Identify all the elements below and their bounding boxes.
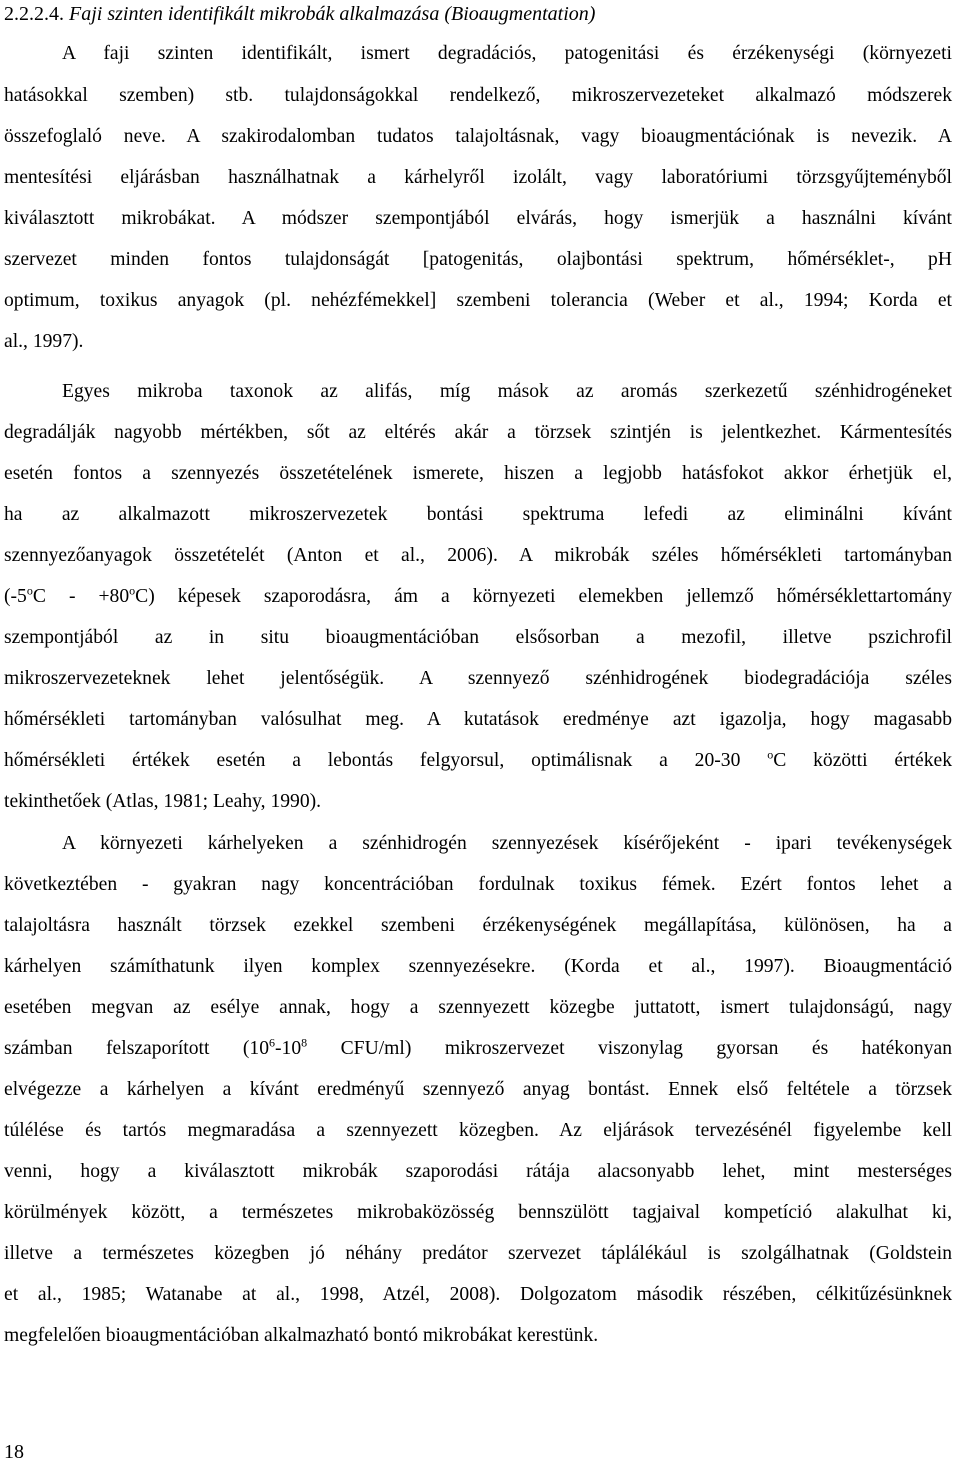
text-line: kárhelyen számíthatunk ilyen komplex szennyezésekre. (Korda et al., 1997). Bioaugmentáció <box>4 956 952 977</box>
text-line: kiválasztott mikrobákat. A módszer szempontjából elvárás, hogy ismerjük a használni kívánt <box>4 208 952 229</box>
text-line: ha az alkalmazott mikroszervezetek bontási spektruma lefedi az eliminálni kívánt <box>4 504 952 525</box>
text-line: hatásokkal szemben) stb. tulajdonságokkal rendelkező, mikroszervezeteket alkalmazó módszerek <box>4 85 952 106</box>
page-number: 18 <box>4 1441 24 1463</box>
text-line: talajoltásra használt törzsek ezekkel szembeni érzékenységének megállapítása, különösen, ha a <box>4 915 952 936</box>
text-line: degradálják nagyobb mértékben, sőt az eltérés akár a törzsek szintjén is jelentkezhet. Kármentesítés <box>4 422 952 443</box>
text-line: mentesítési eljárásban használhatnak a kárhelyről izolált, vagy laboratóriumi törzsgyűjteményből <box>4 167 952 188</box>
section-number: 2.2.2.4. <box>4 3 64 25</box>
text-line: optimum, toxikus anyagok (pl. nehézfémekkel] szembeni tolerancia (Weber et al., 1994; Korda et <box>4 290 952 311</box>
text-line-with-superscripts: $(-5^oC - +80^oC)$ képesek szaporodásra, ám a környezeti elemekben jellemző hőmérséklettartomány <box>4 583 952 607</box>
text-line: illetve a természetes közegben jó néhány predátor szervezet táplálékául is szolgálhatnak (Goldstein <box>4 1243 952 1264</box>
superscript: o <box>129 583 136 598</box>
text-line-with-superscripts: hőmérsékleti értékek esetén a lebontás felgyorsul, optimálisnak a 20-30 $^o$C közötti értékek <box>4 747 952 771</box>
text-line: A faji szinten identifikált, ismert degradációs, patogenitási és érzékenységi (környezeti <box>62 43 952 64</box>
text-line: elvégezze a kárhelyen a kívánt eredményű szennyező anyag bontást. Ennek első feltétele a törzsek <box>4 1079 952 1100</box>
text-line: mikroszervezeteknek lehet jelentőségük. A szennyező szénhidrogének biodegradációja széles <box>4 668 952 689</box>
superscript: 8 <box>301 1035 308 1050</box>
section-heading <box>4 2 595 26</box>
text-line: összefoglaló neve. A szakirodalomban tudatos talajoltásnak, vagy bioaugmentációnak is nevezik. A <box>4 126 952 147</box>
text-line: al., 1997). <box>4 331 84 352</box>
text-line: túlélése és tartós megmaradása a szennyezett közegben. Az eljárások tervezésénél figyelembe kell <box>4 1120 952 1141</box>
text-line: szervezet minden fontos tulajdonságát [patogenitás, olajbontási spektrum, hőmérséklet-, pH <box>4 249 952 270</box>
text-line: A környezeti kárhelyeken a szénhidrogén szennyezések kísérőjeként - ipari tevékenységek <box>62 833 952 854</box>
superscript: 6 <box>269 1035 275 1050</box>
section-title: Faji szinten identifikált mikrobák alkalmazása (Bioaugmentation) <box>69 3 596 25</box>
text-line: esetén fontos a szennyezés összetételének ismerete, hiszen a legjobb hatásfokot akkor érhetjük el, <box>4 463 952 484</box>
text-line: következtében - gyakran nagy koncentrációban fordulnak toxikus fémek. Ezért fontos lehet a <box>4 874 952 895</box>
text-line: szennyezőanyagok összetételét (Anton et al., 2006). A mikrobák széles hőmérsékleti tartományban <box>4 545 952 566</box>
text-line: hőmérsékleti tartományban valósulhat meg. A kutatások eredménye azt igazolja, hogy magasabb <box>4 709 952 730</box>
text-line-with-superscripts: számban felszaporított ($10^6-10^8$ CFU/ml) mikroszervezet viszonylag gyorsan és hatékonyan <box>4 1035 952 1059</box>
superscript: o <box>767 747 774 762</box>
text-line: Egyes mikroba taxonok az alifás, míg mások az aromás szerkezetű szénhidrogéneket <box>62 381 952 402</box>
text-line: esetében megvan az esélye annak, hogy a szennyezett közegbe juttatott, ismert tulajdonságú, nagy <box>4 997 952 1018</box>
text-line: et al., 1985; Watanabe at al., 1998, Atzél, 2008). Dolgozatom második részében, célkitűzésünknek <box>4 1284 952 1305</box>
text-line: körülmények között, a természetes mikrobaközösség bennszülött tagjaival kompetíció alakulhat ki, <box>4 1202 952 1223</box>
superscript: o <box>26 583 33 598</box>
text-line: megfelelően bioaugmentációban alkalmazható bontó mikrobákat kerestünk. <box>4 1325 599 1346</box>
text-line: szempontjából az in situ bioaugmentációban elsősorban a mezofil, illetve pszichrofil <box>4 627 952 648</box>
text-line: tekinthetőek (Atlas, 1981; Leahy, 1990). <box>4 791 322 812</box>
text-line: venni, hogy a kiválasztott mikrobák szaporodási rátája alacsonyabb lehet, mint mesterséges <box>4 1161 952 1182</box>
